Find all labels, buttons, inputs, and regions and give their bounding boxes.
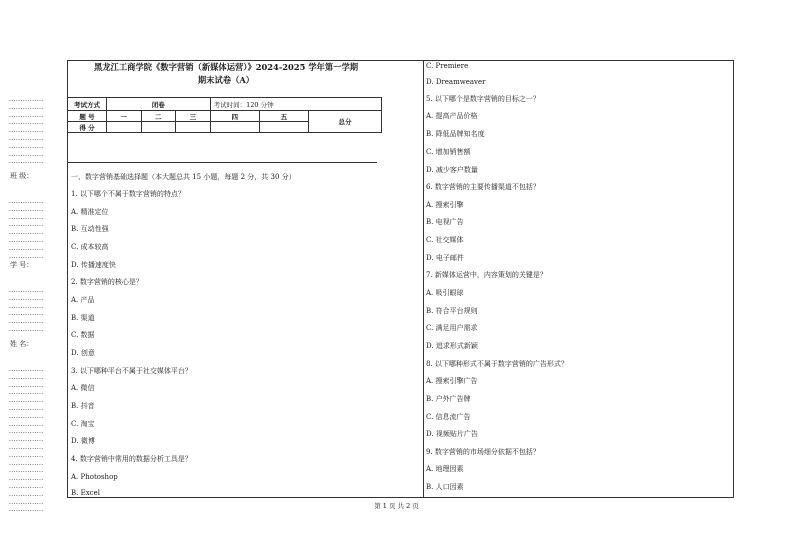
seal-line-dots-1: ............... ............... ............... ............... ............... ............... ............... ............... ............... [9, 96, 44, 166]
question-1: 1. 以下哪个不属于数字营销的特点？ [71, 190, 185, 198]
q3-option-d: D. 微博 [71, 437, 95, 445]
q1-option-d: D. 传播速度快 [71, 261, 116, 269]
q2-option-a: A. 产品 [71, 296, 95, 304]
total-score-label: 总分 [309, 111, 382, 133]
score-label: 得 分 [68, 122, 107, 133]
q3-option-a: A. 微信 [71, 384, 95, 392]
section-no-4: 四 [210, 111, 259, 122]
seal-line-dots-2: ............... ............... ............... ............... ............... ............... ............... ............... [9, 198, 44, 260]
exam-title [70, 61, 382, 87]
q4-option-c: C. Premiere [426, 62, 469, 70]
q7-option-a: A. 吸引眼球 [426, 289, 464, 297]
q9-option-a: A. 地理因素 [426, 465, 464, 473]
q4-option-b: B. Excel [71, 489, 100, 497]
q4-option-d: D. Dreamweaver [426, 78, 486, 86]
section-no-5: 五 [259, 111, 308, 122]
q6-option-b: B. 电视广告 [426, 218, 464, 226]
q1-option-c: C. 成本较高 [71, 243, 109, 251]
exam-method-value: 闭卷 [107, 98, 211, 111]
exam-info-table [67, 97, 382, 133]
exam-time: 考试时间：120 分钟 [210, 98, 381, 111]
q7-option-d: D. 追求形式新颖 [426, 342, 478, 350]
score-cell-1 [107, 122, 142, 133]
question-8: 8. 以下哪种形式不属于数字营销的广告形式？ [426, 360, 568, 368]
question-no-label: 题 号 [68, 111, 107, 122]
q3-option-c: C. 淘宝 [71, 420, 95, 428]
question-2: 2. 数字营销的核心是？ [71, 278, 143, 286]
section-no-3: 三 [176, 111, 211, 122]
q2-option-d: D. 创意 [71, 349, 95, 357]
exam-method-label: 考试方式 [68, 98, 107, 111]
q5-option-c: C. 增加销售额 [426, 148, 471, 156]
seal-line-dots-3: ............... ............... ............... ............... ............... ............... [9, 287, 44, 333]
q5-option-b: B. 降低品牌知名度 [426, 130, 485, 138]
q6-option-c: C. 社交媒体 [426, 236, 464, 244]
score-cell-3 [176, 122, 211, 133]
q5-option-a: A. 提高产品价格 [426, 112, 478, 120]
q2-option-b: B. 渠道 [71, 314, 95, 322]
score-cell-5 [259, 122, 308, 133]
question-4: 4. 数字营销中常用的数据分析工具是？ [71, 455, 192, 463]
section-no-2: 二 [141, 111, 176, 122]
column-divider [423, 60, 424, 498]
exam-title-line1: 黑龙江工商学院《数字营销（新媒体运营）》2024-2025 学年第一学期 [93, 62, 359, 72]
q8-option-c: C. 信息流广告 [426, 413, 471, 421]
question-3: 3. 以下哪种平台不属于社交媒体平台？ [71, 367, 192, 375]
class-label: 班 级： [10, 172, 34, 180]
name-label: 姓 名： [10, 340, 34, 348]
score-cell-2 [141, 122, 176, 133]
page-footer: 第 1 页 共 2 页 [374, 502, 419, 510]
q7-option-b: B. 符合平台规则 [426, 307, 478, 315]
section1-heading: 一、数字营销基础选择题（本大题总共 15 小题，每题 2 分，共 30 分） [71, 173, 296, 181]
q6-option-a: A. 搜索引擎 [426, 201, 464, 209]
question-6: 6. 数字营销的主要传播渠道不包括？ [426, 183, 540, 191]
q3-option-b: B. 抖音 [71, 402, 95, 410]
question-5: 5. 以下哪个是数字营销的目标之一？ [426, 95, 540, 103]
section-rule [67, 162, 377, 163]
exam-title-line2: 期末试卷（A） [197, 75, 255, 85]
q1-option-a: A. 精准定位 [71, 208, 109, 216]
q8-option-d: D. 视频贴片广告 [426, 430, 478, 438]
section-no-1: 一 [107, 111, 142, 122]
q7-option-c: C. 满足用户需求 [426, 324, 478, 332]
score-cell-4 [210, 122, 259, 133]
q4-option-a: A. Photoshop [71, 473, 118, 481]
q6-option-d: D. 电子邮件 [426, 254, 464, 262]
q1-option-b: B. 互动性强 [71, 225, 109, 233]
question-9: 9. 数字营销的市场细分依据不包括？ [426, 448, 540, 456]
q9-option-b: B. 人口因素 [426, 483, 464, 491]
q5-option-d: D. 减少客户数量 [426, 166, 478, 174]
q2-option-c: C. 数据 [71, 331, 95, 339]
student-id-label: 学 号： [10, 261, 34, 269]
seal-line-dots-4: ............... ............... ............... ............... ............... ............... ............... ............... ............... ............... ............... ............... ............... ............... ............... ............... ............... ............... ............... [9, 366, 44, 514]
question-7: 7. 新媒体运营中，内容策划的关键是？ [426, 271, 547, 279]
q8-option-b: B. 户外广告牌 [426, 395, 471, 403]
q8-option-a: A. 搜索引擎广告 [426, 377, 478, 385]
